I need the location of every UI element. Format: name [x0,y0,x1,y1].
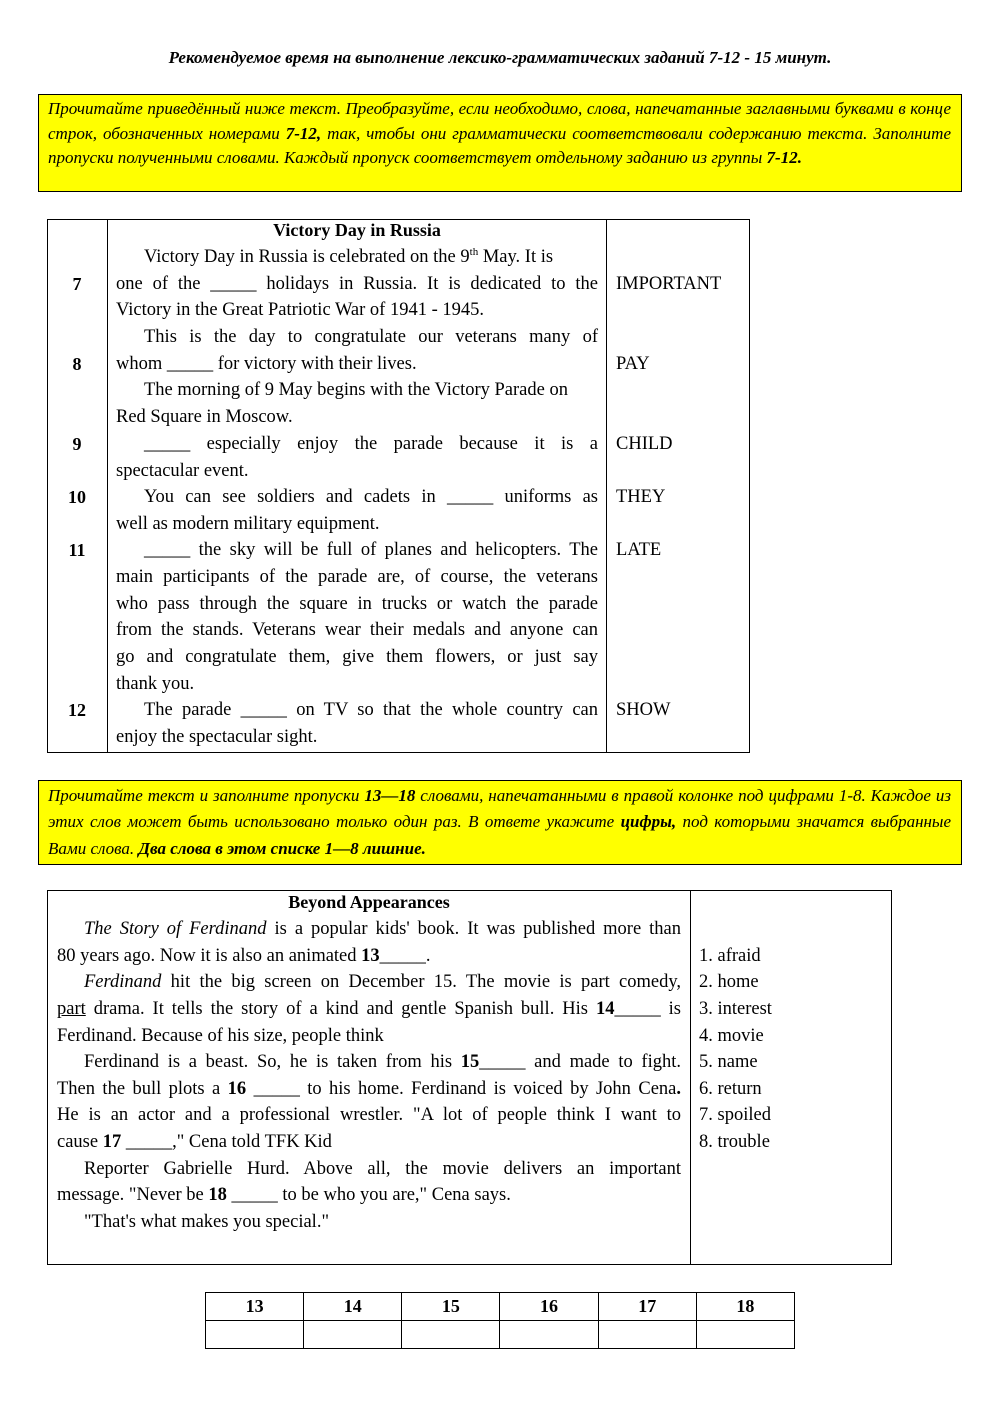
text1-line: well as modern military equipment. [116,514,380,534]
text2-line: cause 17 _____," Cena told TFK Kid [57,1132,332,1152]
text1-line: main participants of the parade are, of course, the veterans [116,567,598,587]
column-divider [690,891,691,1264]
instr1-bold1: 7-12, [285,123,322,143]
answer-cell-17[interactable] [598,1321,696,1349]
instr2-part1: Прочитайте текст и заполните пропуски [48,786,365,805]
answer-cell-18[interactable] [696,1321,794,1349]
text2-line: part drama. It tells the story of a kind and gentle Spanish bull. His 14_____ is [57,999,682,1019]
text1-line: from the stands. Veterans wear their medals and anyone can [116,620,598,640]
task-number: 10 [68,487,86,507]
text2-line: Reporter Gabrielle Hurd. Above all, the movie delivers an important [84,1159,681,1179]
text2-line: "That's what makes you special." [84,1212,329,1232]
answer-header-16: 16 [500,1293,598,1321]
text1-title: Victory Day in Russia [273,220,441,240]
task-number: 9 [72,434,82,454]
text2-line: He is an actor and a professional wrestler. "A lot of people think I want to [57,1105,681,1125]
text1-line: This is the day to congratulate our veterans many of [144,327,598,347]
answer-header-row [206,1293,795,1321]
answer-header-13: 13 [206,1293,304,1321]
text1-line: who pass through the square in trucks or watch the parade [116,594,598,614]
column-divider [606,220,607,752]
text1-line: Victory in the Great Patriotic War of 1941 - 1945. [116,300,484,320]
word-option: 5. name [699,1052,758,1072]
text1-line: The parade _____ on TV so that the whole country can [144,700,598,720]
word-option: 3. interest [699,999,772,1019]
text1-line: You can see soldiers and cadets in _____ uniforms as [144,487,598,507]
text2-line: Ferdinand. Because of his size, people think [57,1026,384,1046]
answer-header-15: 15 [402,1293,500,1321]
text2-line: Ferdinand is a beast. So, he is taken from his 15_____ and made to fight. [84,1052,681,1072]
keyword: SHOW [616,700,671,720]
instr1-part2: так, чтобы они грамматически соответствовали содержанию текста. Заполните пропуски полученными словами. Каждый пропуск соответствует отдельному заданию из группы [48,123,951,167]
text1-line: go and congratulate them, give them flowers, or just say [116,647,598,667]
answer-cell-16[interactable] [500,1321,598,1349]
text1-line: The morning of 9 May begins with the Victory Parade on [144,380,568,400]
keyword: THEY [616,487,666,507]
keyword: IMPORTANT [616,274,722,294]
text2-line: Ferdinand hit the big screen on December 15. The movie is part comedy, [84,972,681,992]
task-number: 7 [72,274,82,294]
word-option: 2. home [699,972,759,992]
instr2-part3: под которыми значатся выбранные Вами слова. [48,812,951,858]
instr2-bold2: цифры, [620,812,677,832]
text1-line: Red Square in Moscow. [116,407,293,427]
answer-header-18: 18 [696,1293,794,1321]
beyond-appearances-table [47,890,892,1265]
instructions-tasks-7-12 [38,94,962,192]
instr2-bold1: 13—18 [364,786,416,805]
text1-line: enjoy the spectacular sight. [116,727,318,747]
text1-line: Victory Day in Russia is celebrated on the 9th May. It is [144,246,554,267]
text2-title: Beyond Appearances [288,892,450,912]
text1-line: _____ especially enjoy the parade because it is a [144,434,598,454]
task-number: 11 [68,540,86,560]
instr2-part2: словами, напечатанными в правой колонке под цифрами 1-8. Каждое из этих слов может быть использовано только один раз. В ответе укажите [48,786,951,832]
page-header: Рекомендуемое время на выполнение лексико-грамматических заданий 7-12 - 15 минут. [168,48,832,67]
word-option: 4. movie [699,1026,764,1046]
word-option: 1. afraid [699,946,761,966]
word-option: 8. trouble [699,1132,770,1152]
victory-day-table [47,219,750,753]
answer-cell-15[interactable] [402,1321,500,1349]
task-number: 12 [68,700,86,720]
text2-line: message. "Never be 18 _____ to be who you are," Cena says. [57,1185,511,1205]
keyword: LATE [616,540,662,560]
column-divider [107,220,108,752]
text1-line: whom _____ for victory with their lives. [116,354,417,374]
keyword: PAY [616,354,650,374]
task-number: 8 [72,354,82,374]
text1-line: spectacular event. [116,461,249,481]
instr2-bold3: Два слова в этом списке 1—8 лишние. [138,838,426,858]
answer-input-row [206,1321,795,1349]
text2-line: 80 years ago. Now it is also an animated 13_____. [57,946,431,966]
word-option: 7. spoiled [699,1105,771,1125]
answer-cell-13[interactable] [206,1321,304,1349]
answer-header-17: 17 [598,1293,696,1321]
text1-line: thank you. [116,674,195,694]
instr1-part1: Прочитайте приведённый ниже текст. Преобразуйте, если необходимо, слова, напечатанные заглавными буквами в конце строк, обозначенных номерами [48,99,951,143]
keyword: CHILD [616,434,673,454]
answer-table [205,1292,795,1349]
text1-line: _____ the sky will be full of planes and helicopters. The [144,540,598,560]
text1-line: one of the _____ holidays in Russia. It is dedicated to the [116,274,598,294]
word-option: 6. return [699,1079,762,1099]
instr1-bold2: 7-12. [766,148,802,167]
text2-line: The Story of Ferdinand is a popular kids' book. It was published more than [84,919,682,939]
text2-line: Then the bull plots a 16 _____ to his home. Ferdinand is voiced by John Cena. [57,1079,681,1099]
answer-cell-14[interactable] [304,1321,402,1349]
answer-header-14: 14 [304,1293,402,1321]
instructions-tasks-13-18 [38,780,962,865]
